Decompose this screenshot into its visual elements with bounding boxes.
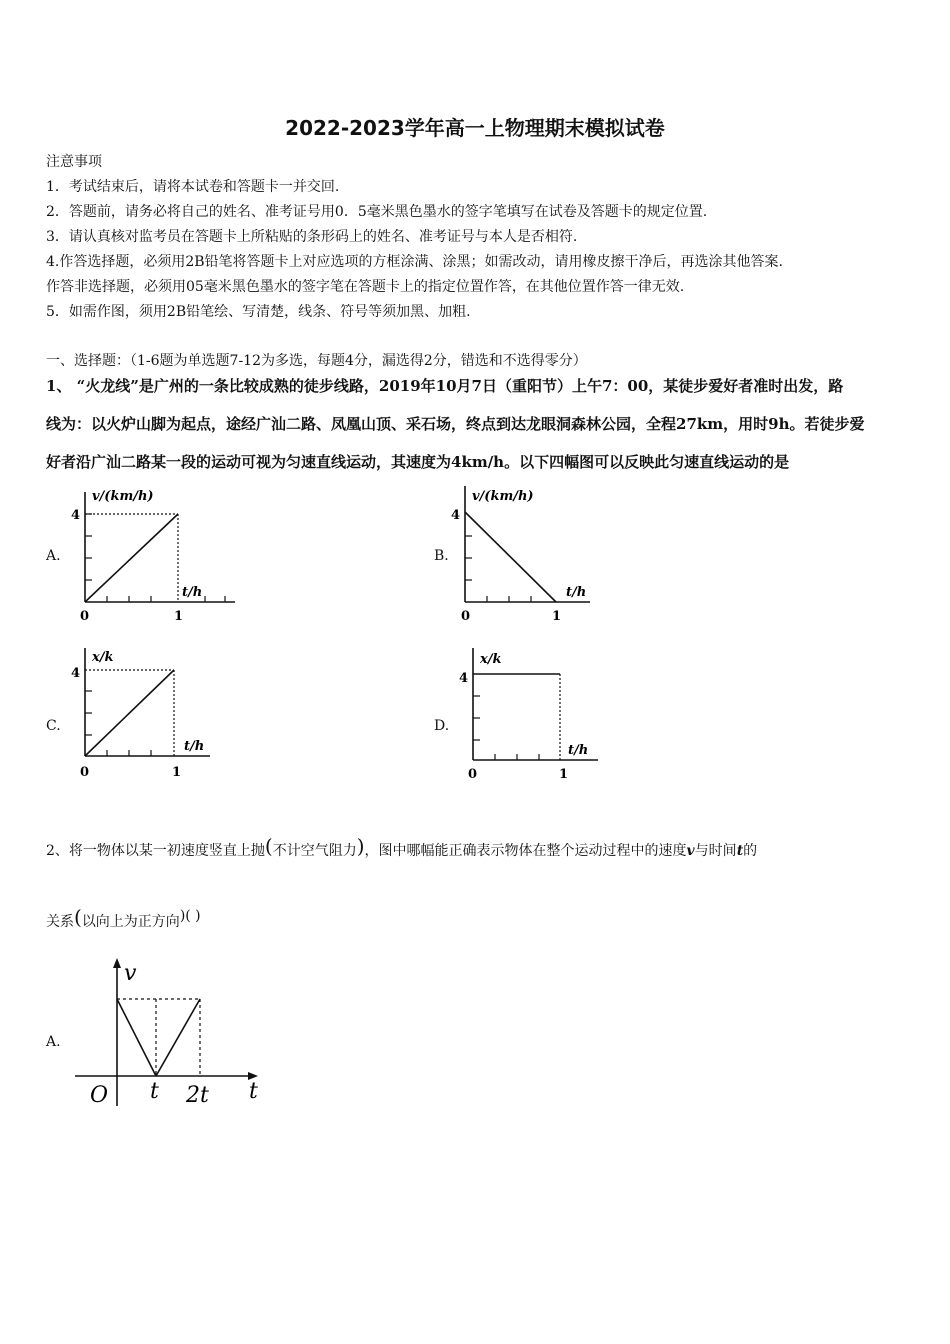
q2-tick-2t: 2t [186, 1083, 209, 1108]
q1-a-ylabel: v/(km/h) [92, 489, 154, 504]
q2-text-4: 的 [743, 843, 758, 859]
q1-option-a-label: A. [46, 548, 61, 564]
notice-item-4b: 作答非选择题，必须用05毫米黑色墨水的签字笔在答题卡上的指定位置作答，在其他位置作答一律无效. [46, 279, 685, 295]
notice-item-1: 1．考试结束后，请将本试卷和答题卡一并交回. [46, 179, 340, 195]
notice-item-2: 2．答题前，请务必将自己的姓名、准考证号用0．5毫米黑色墨水的签字笔填写在试卷及答题卡的规定位置. [46, 204, 708, 220]
q2-var-t: t [736, 843, 744, 859]
q1-line-2: 线为：以火炉山脚为起点，途经广汕二路、凤凰山顶、采石场，终点到达龙眼洞森林公园，全程27km，用时9h。若徒步爱 [46, 415, 865, 433]
page-title: 2022-2023学年高一上物理期末模拟试卷 [285, 116, 665, 140]
q2-text-1: 2、将一物体以某一初速度竖直上抛 [46, 843, 265, 859]
q1-b-origin: 0 [461, 609, 471, 624]
q1-a-ytick: 4 [71, 508, 81, 523]
section-heading: 一、选择题：（1-6题为单选题7-12为多选，每题4分，漏选得2分，错选和不选得零分） [46, 353, 587, 369]
q1-d-origin: 0 [468, 767, 478, 782]
q2-origin: O [90, 1083, 109, 1108]
q1-c-xlabel: t/h [184, 739, 205, 754]
q1-d-ylabel: x/k [480, 652, 502, 667]
q1-b-ytick: 4 [451, 508, 461, 523]
q1-option-c-label: C. [46, 718, 61, 734]
q2-series-line-1 [117, 999, 156, 1076]
q1-c-ylabel: x/k [92, 650, 114, 665]
q1-b-series-line [465, 512, 556, 602]
q1-graph-b [450, 484, 620, 626]
q1-a-xtick: 1 [174, 609, 184, 624]
q2-paren-2: 以向上为正方向 [81, 914, 180, 930]
q2-line-2: 关系(以向上为正方向)( ) [46, 905, 201, 930]
q2-xlabel: t [249, 1079, 258, 1104]
notice-item-5: 5．如需作图，须用2B铅笔绘、写清楚，线条、符号等须加黑、加粗. [46, 304, 471, 320]
q2-series-line-2 [156, 999, 200, 1076]
q2-answer-blank: )( ) [179, 908, 201, 924]
q2-option-a-label: A. [46, 1034, 61, 1050]
q1-b-xtick: 1 [552, 609, 562, 624]
q2-line-1: 2、将一物体以某一初速度竖直上抛(不计空气阻力)，图中哪幅能正确表示物体在整个运动过程中的速度v与时间t的 [46, 834, 758, 859]
notice-item-4: 4.作答选择题，必须用2B铅笔将答题卡上对应选项的方框涂满、涂黑；如需改动，请用橡皮擦干净后，再选涂其他答案. [46, 254, 783, 270]
q1-graph-d [458, 646, 628, 788]
notice-item-3: 3．请认真核对监考员在答题卡上所粘贴的条形码上的姓名、准考证号与本人是否相符. [46, 229, 578, 245]
q2-text-2: ，图中哪幅能正确表示物体在整个运动过程中的速度 [364, 843, 687, 859]
q2-tick-t: t [150, 1079, 159, 1104]
q1-option-b-label: B. [434, 548, 449, 564]
q2-graph-a [70, 956, 270, 1111]
q2-var-v: v [686, 843, 695, 859]
q1-b-xlabel: t/h [566, 585, 587, 600]
q1-c-ytick: 4 [71, 666, 81, 681]
q1-graph-a [70, 484, 240, 626]
q1-c-series-line [85, 670, 174, 756]
q1-line-1: 1、 “火龙线”是广州的一条比较成熟的徒步线路，2019年10月7日（重阳节）上午7：00，某徒步爱好者准时出发，路 [46, 377, 844, 395]
q1-a-series-line [85, 514, 178, 602]
q1-d-ytick: 4 [459, 671, 469, 686]
notice-heading: 注意事项 [46, 154, 102, 170]
q2-text-3: 与时间 [694, 843, 737, 859]
q2-ylabel: v [124, 961, 137, 986]
q2-text-5: 关系 [46, 914, 74, 930]
q1-d-xlabel: t/h [568, 743, 589, 758]
q1-c-origin: 0 [80, 765, 90, 780]
q2-paren-1: 不计空气阻力 [272, 843, 357, 859]
q1-d-xtick: 1 [559, 767, 569, 782]
q1-option-d-label: D. [434, 718, 450, 734]
q1-c-xtick: 1 [172, 765, 182, 780]
q2-y-arrow-icon [113, 958, 121, 968]
q1-graph-c [70, 646, 240, 788]
q1-b-ylabel: v/(km/h) [472, 489, 534, 504]
q1-a-xlabel: t/h [182, 585, 203, 600]
q1-a-origin: 0 [80, 609, 90, 624]
q1-line-3: 好者沿广汕二路某一段的运动可视为匀速直线运动，其速度为4km/h。以下四幅图可以反映此匀速直线运动的是 [46, 453, 790, 471]
